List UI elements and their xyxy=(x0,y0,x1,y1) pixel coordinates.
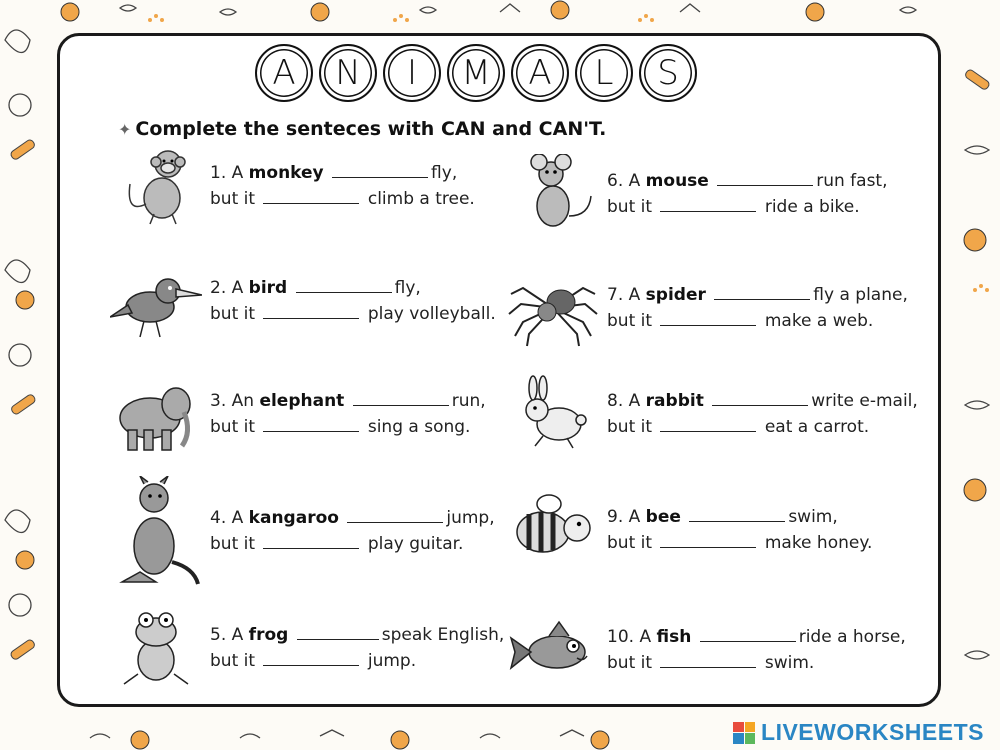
exercise-item-8 xyxy=(507,374,918,454)
instruction-text: Complete the senteces with CAN and CAN'T. xyxy=(135,118,607,140)
answer-blank[interactable] xyxy=(660,653,756,668)
but-it-text: but it xyxy=(210,189,261,209)
bee-icon xyxy=(507,490,599,570)
item-number: 5. A xyxy=(210,625,249,645)
animal-name: rabbit xyxy=(645,391,704,411)
but-it-text: but it xyxy=(210,651,261,671)
answer-blank[interactable] xyxy=(660,417,756,432)
item-number: 7. A xyxy=(607,285,646,305)
ability-1: fly a plane, xyxy=(813,285,908,305)
but-it-text: but it xyxy=(210,304,261,324)
answer-blank[interactable] xyxy=(263,534,359,549)
ability-2: ride a bike. xyxy=(764,197,860,217)
exercise-item-6 xyxy=(507,154,888,234)
ability-2: make a web. xyxy=(764,311,874,331)
answer-blank[interactable] xyxy=(263,417,359,432)
answer-blank[interactable] xyxy=(296,278,392,293)
ability-1: speak English, xyxy=(381,625,505,645)
frog-icon xyxy=(110,608,202,688)
title-letter: M xyxy=(447,44,505,102)
answer-blank[interactable] xyxy=(660,533,756,548)
animal-name: bird xyxy=(248,278,288,298)
monkey-icon xyxy=(110,146,202,226)
item-number: 6. A xyxy=(607,171,646,191)
exercise-item-9 xyxy=(507,490,872,570)
instruction xyxy=(118,118,606,140)
rabbit-icon xyxy=(507,374,599,454)
bird-icon xyxy=(110,261,202,341)
answer-blank[interactable] xyxy=(714,285,810,300)
ability-1: ride a horse, xyxy=(798,627,906,647)
animal-name: bee xyxy=(645,507,681,527)
ability-2: climb a tree. xyxy=(367,189,475,209)
but-it-text: but it xyxy=(210,417,261,437)
answer-blank[interactable] xyxy=(689,507,785,522)
but-it-text: but it xyxy=(607,197,658,217)
ability-2: sing a song. xyxy=(367,417,471,437)
liveworksheets-logo-icon xyxy=(733,722,755,744)
liveworksheets-watermark xyxy=(733,719,984,746)
ability-2: play guitar. xyxy=(367,534,464,554)
exercise-item-10 xyxy=(507,610,906,690)
but-it-text: but it xyxy=(607,533,658,553)
answer-blank[interactable] xyxy=(263,651,359,666)
item-number: 8. A xyxy=(607,391,646,411)
spider-icon xyxy=(507,268,599,348)
answer-blank[interactable] xyxy=(700,627,796,642)
title-letter: S xyxy=(639,44,697,102)
answer-blank[interactable] xyxy=(263,189,359,204)
elephant-icon xyxy=(110,374,202,454)
ability-1: write e-mail, xyxy=(811,391,918,411)
ability-1: fly, xyxy=(431,163,458,183)
answer-blank[interactable] xyxy=(660,311,756,326)
ability-2: make honey. xyxy=(764,533,873,553)
mouse-icon xyxy=(507,154,599,234)
animal-name: spider xyxy=(645,285,706,305)
but-it-text: but it xyxy=(607,311,658,331)
worksheet-card xyxy=(57,33,941,707)
but-it-text: but it xyxy=(607,417,658,437)
title-letter: A xyxy=(255,44,313,102)
title-letter: I xyxy=(383,44,441,102)
animal-name: mouse xyxy=(645,171,709,191)
exercise-item-1 xyxy=(110,146,475,226)
exercise-item-4 xyxy=(110,476,495,586)
item-number: 3. An xyxy=(210,391,260,411)
title-letter: A xyxy=(511,44,569,102)
fish-icon xyxy=(507,610,599,690)
but-it-text: but it xyxy=(210,534,261,554)
answer-blank[interactable] xyxy=(717,171,813,186)
ability-2: eat a carrot. xyxy=(764,417,870,437)
exercise-item-3 xyxy=(110,374,486,454)
exercise-item-5 xyxy=(110,608,504,688)
ability-2: play volleyball. xyxy=(367,304,496,324)
ability-1: fly, xyxy=(394,278,421,298)
animal-name: frog xyxy=(248,625,289,645)
answer-blank[interactable] xyxy=(297,625,379,640)
ability-2: swim. xyxy=(764,653,815,673)
animal-name: kangaroo xyxy=(248,508,339,528)
answer-blank[interactable] xyxy=(332,163,428,178)
sparkle-icon: ✦ xyxy=(118,119,132,139)
ability-1: swim, xyxy=(788,507,838,527)
watermark-text: LIVEWORKSHEETS xyxy=(761,719,984,745)
ability-1: jump, xyxy=(446,508,495,528)
answer-blank[interactable] xyxy=(712,391,808,406)
title-letter: N xyxy=(319,44,377,102)
answer-blank[interactable] xyxy=(660,197,756,212)
title-letter: L xyxy=(575,44,633,102)
kangaroo-icon xyxy=(110,476,202,586)
animal-name: fish xyxy=(656,627,692,647)
item-number: 4. A xyxy=(210,508,249,528)
item-number: 2. A xyxy=(210,278,249,298)
exercise-item-2 xyxy=(110,261,496,341)
page-title xyxy=(255,44,697,102)
item-number: 1. A xyxy=(210,163,249,183)
answer-blank[interactable] xyxy=(347,508,443,523)
but-it-text: but it xyxy=(607,653,658,673)
ability-1: run, xyxy=(451,391,486,411)
ability-1: run fast, xyxy=(816,171,888,191)
animal-name: elephant xyxy=(259,391,345,411)
item-number: 10. A xyxy=(607,627,657,647)
answer-blank[interactable] xyxy=(353,391,449,406)
animal-name: monkey xyxy=(248,163,324,183)
ability-2: jump. xyxy=(367,651,417,671)
item-number: 9. A xyxy=(607,507,646,527)
answer-blank[interactable] xyxy=(263,304,359,319)
exercise-item-7 xyxy=(507,268,908,348)
